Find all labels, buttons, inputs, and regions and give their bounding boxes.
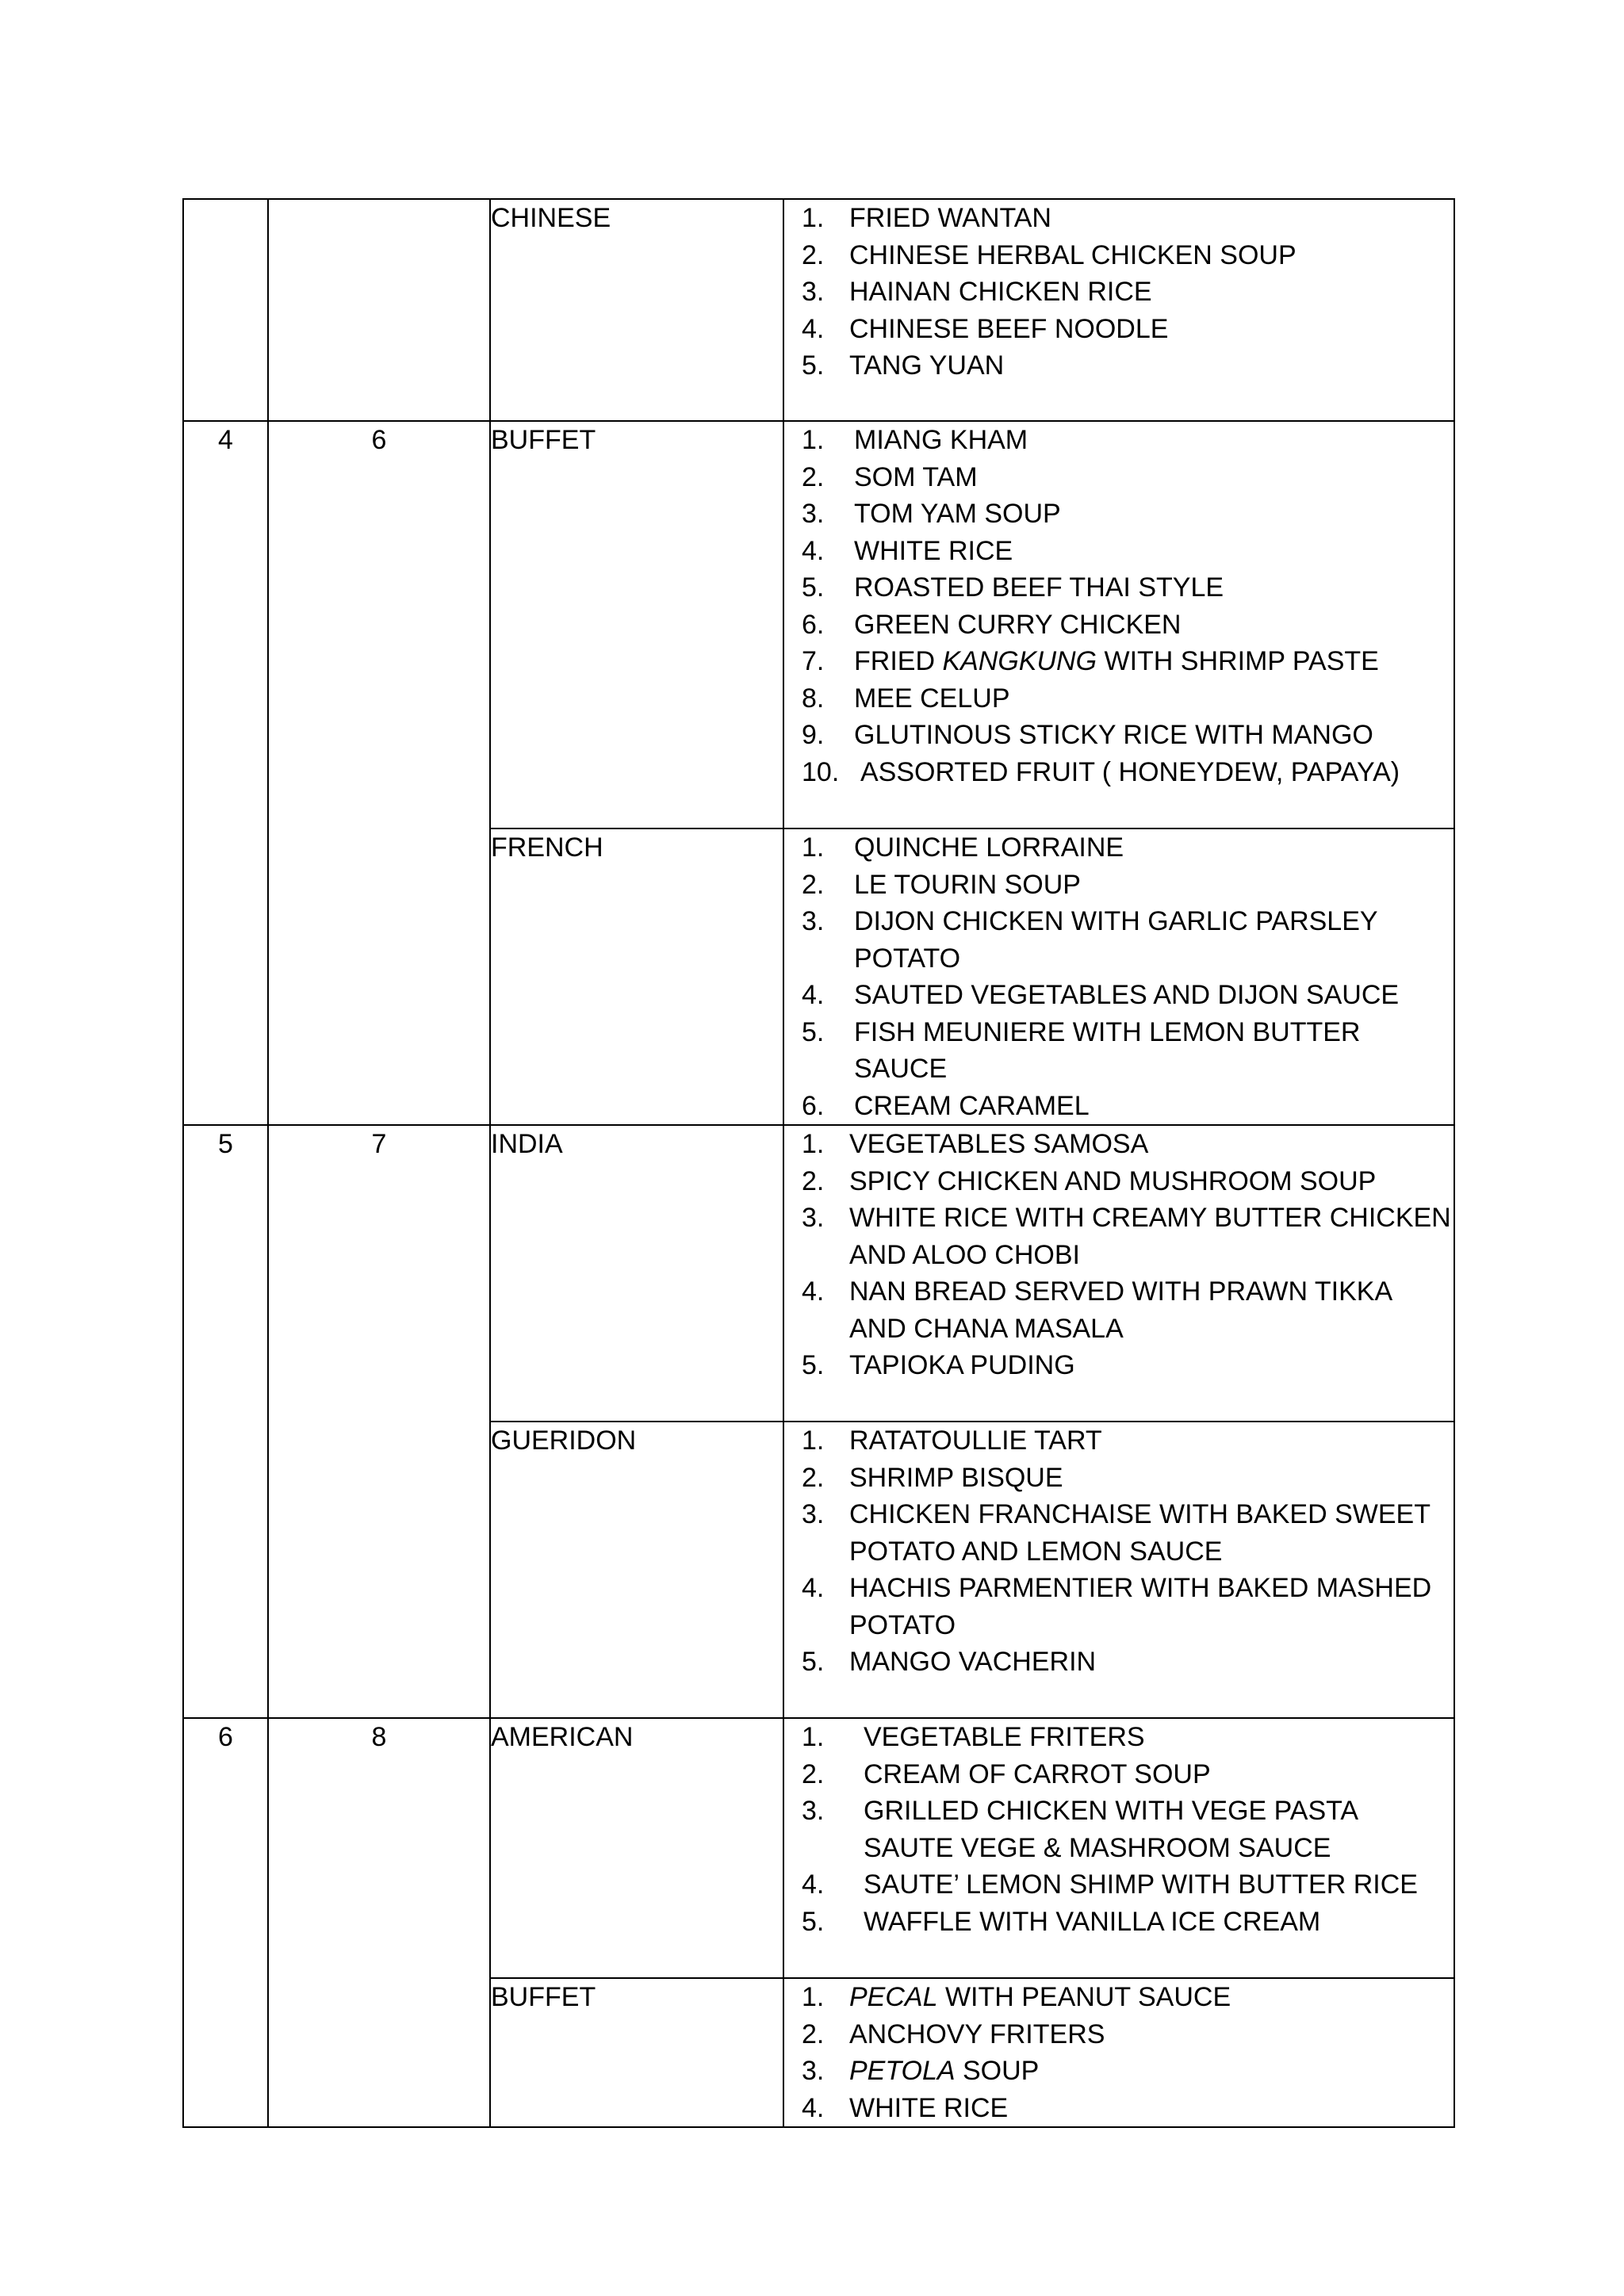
list-item: 6. GREEN CURRY CHICKEN (802, 609, 1182, 640)
list-item: 5. WAFFLE WITH VANILLA ICE CREAM (802, 1906, 1321, 1937)
list-item: 4. CHINESE BEEF NOODLE (802, 313, 1169, 344)
dish-list (784, 200, 1454, 385)
list-item: 2. SOM TAM (802, 461, 978, 492)
list-item: 2. SPICY CHICKEN AND MUSHROOM SOUP (802, 1165, 1377, 1196)
dish-list (784, 1126, 1454, 1384)
menu-table (182, 198, 1455, 2128)
list-item: 2. CREAM OF CARROT SOUP (802, 1758, 1211, 1789)
list-item: 4. SAUTE’ LEMON SHIMP WITH BUTTER RICE (802, 1869, 1418, 1900)
list-item: 1. VEGETABLES SAMOSA (802, 1129, 1149, 1159)
list-item: 1. VEGETABLE FRITERS (802, 1722, 1145, 1752)
session-cell: 7 (268, 1125, 490, 1718)
list-item: 3. DIJON CHICKEN WITH GARLIC PARSLEY POTATO (802, 906, 1377, 974)
list-item: 4. WHITE RICE (802, 535, 1013, 566)
list-item: 5. FISH MEUNIERE WITH LEMON BUTTER SAUCE (802, 1016, 1361, 1084)
dishes-cell (783, 828, 1454, 1125)
dishes-cell (783, 1718, 1454, 1978)
list-item: 3. HAINAN CHICKEN RICE (802, 277, 1152, 307)
list-item: 3. TOM YAM SOUP (802, 499, 1061, 529)
cuisine-cell: CHINESE (490, 199, 783, 421)
list-item: 9. GLUTINOUS STICKY RICE WITH MANGO (802, 720, 1373, 750)
list-item: 5. ROASTED BEEF THAI STYLE (802, 572, 1224, 603)
list-item: 7. FRIED KANGKUNG WITH SHRIMP PASTE (802, 646, 1379, 676)
list-item: 2. LE TOURIN SOUP (802, 869, 1081, 900)
table-row (183, 199, 1454, 421)
dishes-cell (783, 1978, 1454, 2127)
list-item: 2. CHINESE HERBAL CHICKEN SOUP (802, 239, 1297, 270)
session-cell (268, 199, 490, 421)
cuisine-cell: FRENCH (490, 828, 783, 1125)
dish-list (784, 1719, 1454, 1940)
dish-list (784, 1422, 1454, 1681)
session-cell: 8 (268, 1718, 490, 2127)
cuisine-cell: BUFFET (490, 1978, 783, 2127)
list-item: 2. ANCHOVY FRITERS (802, 2019, 1105, 2049)
list-item: 8. MEE CELUP (802, 683, 1010, 714)
table-row (183, 421, 1454, 828)
dishes-cell (783, 421, 1454, 828)
cuisine-cell: BUFFET (490, 421, 783, 828)
list-item: 5. TAPIOKA PUDING (802, 1350, 1075, 1380)
list-item: 5. TANG YUAN (802, 350, 1005, 381)
list-item: 1. FRIED WANTAN (802, 203, 1051, 233)
cuisine-cell: AMERICAN (490, 1718, 783, 1978)
dish-list (784, 829, 1454, 1124)
dishes-cell (783, 1422, 1454, 1718)
list-item: 1. RATATOULLIE TART (802, 1425, 1102, 1456)
list-item: 1. MIANG KHAM (802, 425, 1028, 455)
table-row (183, 1125, 1454, 1422)
list-item: 1. PECAL WITH PEANUT SAUCE (802, 1982, 1231, 2012)
list-item: 3. GRILLED CHICKEN WITH VEGE PASTA SAUTE VEGE & MASHROOM SAUCE (802, 1796, 1358, 1863)
dish-list (784, 422, 1454, 790)
cuisine-cell: INDIA (490, 1125, 783, 1422)
week-cell: 4 (183, 421, 268, 1125)
list-item: 6. CREAM CARAMEL (802, 1090, 1090, 1121)
list-item: 4. WHITE RICE (802, 2092, 1009, 2123)
dish-list (784, 1979, 1454, 2126)
dishes-cell (783, 1125, 1454, 1422)
week-cell: 5 (183, 1125, 268, 1718)
dishes-cell (783, 199, 1454, 421)
list-item: 3. CHICKEN FRANCHAISE WITH BAKED SWEET POTATO AND LEMON SAUCE (802, 1499, 1431, 1567)
list-item: 5. MANGO VACHERIN (802, 1647, 1097, 1677)
table-row (183, 1718, 1454, 1978)
list-item: 4. NAN BREAD SERVED WITH PRAWN TIKKA AND CHANA MASALA (802, 1276, 1392, 1344)
list-item: 4. SAUTED VEGETABLES AND DIJON SAUCE (802, 980, 1400, 1010)
list-item: 1. QUINCHE LORRAINE (802, 832, 1124, 863)
list-item: 3. WHITE RICE WITH CREAMY BUTTER CHICKEN AND ALOO CHOBI (802, 1203, 1451, 1270)
list-item: 3. PETOLA SOUP (802, 2056, 1040, 2086)
session-cell: 6 (268, 421, 490, 1125)
week-cell (183, 199, 268, 421)
list-item: 4. HACHIS PARMENTIER WITH BAKED MASHED POTATO (802, 1573, 1432, 1640)
cuisine-cell: GUERIDON (490, 1422, 783, 1718)
list-item: 2. SHRIMP BISQUE (802, 1462, 1063, 1493)
week-cell: 6 (183, 1718, 268, 2127)
list-item: 10. ASSORTED FRUIT ( HONEYDEW, PAPAYA) (802, 756, 1400, 787)
